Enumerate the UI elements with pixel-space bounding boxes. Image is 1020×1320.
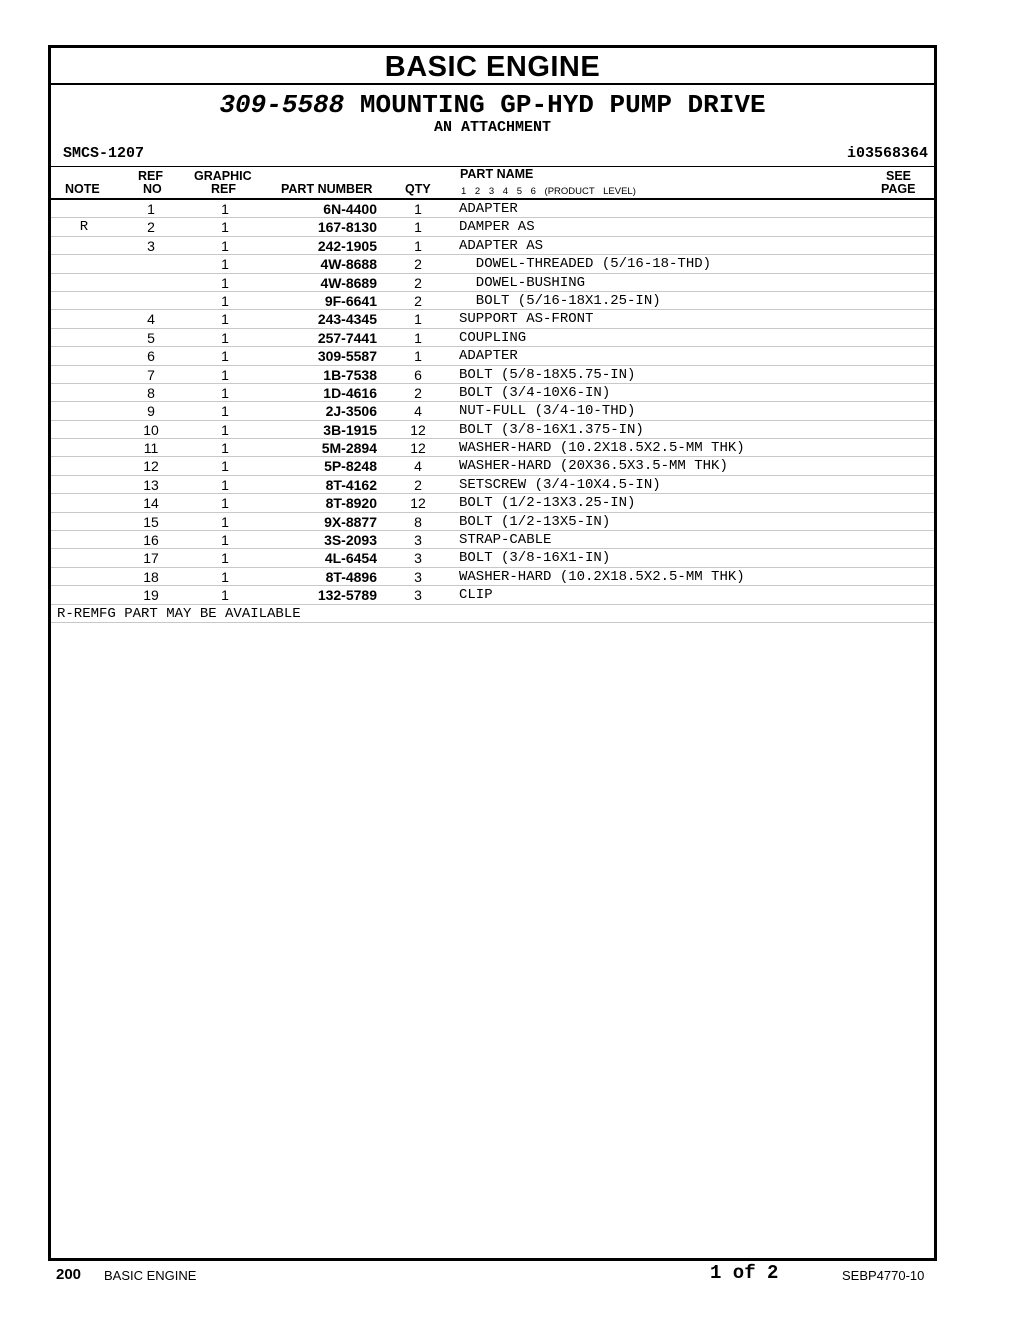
- cell-part-number: 3S-2093: [324, 532, 377, 549]
- group-number: 309-5588: [219, 90, 345, 120]
- cell-qty: 12: [410, 440, 426, 457]
- cell-part-name: ADAPTER AS: [459, 237, 544, 254]
- cell-graphic-ref: 1: [221, 458, 229, 475]
- cell-part-name: STRAP-CABLE: [459, 532, 552, 549]
- parts-table-body: [51, 200, 934, 605]
- table-row: [51, 549, 934, 567]
- cell-ref-no: 16: [143, 532, 159, 549]
- cell-part-number: 6N-4400: [323, 201, 377, 217]
- cell-ref-no: 18: [143, 568, 159, 585]
- table-row: [51, 200, 934, 218]
- cell-graphic-ref: 1: [221, 440, 229, 457]
- cell-part-number: 4W-8688: [320, 256, 377, 273]
- section-title: BASIC ENGINE: [51, 48, 934, 85]
- table-row: [51, 329, 934, 347]
- table-row: [51, 586, 934, 604]
- footer-page-number: 200: [56, 1266, 82, 1283]
- cell-ref-no: 6: [147, 348, 155, 365]
- cell-qty: 3: [414, 532, 422, 549]
- header-see-bottom: PAGE: [881, 182, 916, 196]
- cell-part-number: 3B-1915: [323, 421, 377, 438]
- cell-part-number: 167-8130: [317, 219, 377, 236]
- cell-qty: 3: [414, 550, 422, 567]
- cell-qty: 2: [414, 384, 422, 401]
- cell-part-name: BOLT (5/16-18X1.25-IN): [459, 292, 661, 309]
- cell-part-number: 8T-8920: [325, 495, 377, 512]
- cell-ref-no: 11: [143, 440, 159, 457]
- cell-graphic-ref: 1: [221, 587, 229, 604]
- cell-part-name: WASHER-HARD (10.2X18.5X2.5-MM THK): [459, 440, 745, 457]
- cell-qty: 3: [414, 568, 422, 585]
- table-row: [51, 274, 934, 292]
- header-graphic-top: GRAPHIC: [194, 169, 252, 183]
- footnote: R-REMFG PART MAY BE AVAILABLE: [51, 605, 934, 623]
- table-row: [51, 513, 934, 531]
- cell-ref-no: 15: [143, 513, 159, 530]
- table-row: [51, 292, 934, 310]
- table-row: [51, 568, 934, 586]
- cell-part-name: BOLT (3/4-10X6-IN): [459, 384, 611, 401]
- cell-note: R: [79, 219, 89, 236]
- cell-qty: 2: [414, 274, 422, 291]
- table-row: [51, 439, 934, 457]
- cell-part-number: 5P-8248: [324, 458, 377, 475]
- cell-graphic-ref: 1: [221, 292, 229, 309]
- header-note: NOTE: [65, 182, 100, 196]
- cell-part-number: 1D-4616: [323, 384, 377, 401]
- cell-part-number: 4W-8689: [320, 274, 377, 291]
- cell-graphic-ref: 1: [221, 274, 229, 291]
- cell-part-name: NUT-FULL (3/4-10-THD): [459, 403, 636, 420]
- cell-graphic-ref: 1: [221, 403, 229, 420]
- table-row: [51, 255, 934, 273]
- footer-document-number: SEBP4770-10: [842, 1268, 925, 1283]
- cell-ref-no: 17: [143, 550, 159, 567]
- table-header: [51, 167, 934, 200]
- cell-ref-no: 5: [147, 329, 155, 346]
- cell-qty: 2: [414, 292, 422, 309]
- cell-ref-no: 19: [143, 587, 159, 604]
- cell-part-number: 9X-8877: [324, 513, 377, 530]
- cell-part-number: 5M-2894: [321, 440, 377, 457]
- cell-graphic-ref: 1: [221, 513, 229, 530]
- cell-graphic-ref: 1: [221, 476, 229, 493]
- cell-qty: 12: [410, 495, 426, 512]
- cell-graphic-ref: 1: [221, 532, 229, 549]
- header-part-name: PART NAME: [460, 167, 534, 181]
- footer-section: BASIC ENGINE: [104, 1268, 197, 1283]
- cell-part-number: 132-5789: [317, 587, 377, 604]
- meta-row: [51, 144, 934, 167]
- table-row: [51, 402, 934, 420]
- cell-part-name: DOWEL-BUSHING: [459, 274, 586, 291]
- cell-qty: 1: [414, 219, 422, 236]
- cell-part-number: 8T-4162: [325, 476, 377, 493]
- cell-ref-no: 12: [143, 458, 159, 475]
- cell-qty: 1: [414, 348, 422, 365]
- cell-part-number: 257-7441: [317, 329, 377, 346]
- cell-graphic-ref: 1: [221, 237, 229, 254]
- table-row: [51, 310, 934, 328]
- cell-part-name: BOLT (5/8-18X5.75-IN): [459, 366, 636, 383]
- page-footer: [0, 1262, 1020, 1288]
- cell-ref-no: 10: [143, 421, 159, 438]
- cell-qty: 3: [414, 587, 422, 604]
- cell-graphic-ref: 1: [221, 550, 229, 567]
- group-title: [51, 91, 934, 119]
- table-row: [51, 494, 934, 512]
- table-row: [51, 476, 934, 494]
- cell-ref-no: 3: [147, 237, 155, 254]
- cell-graphic-ref: 1: [221, 256, 229, 273]
- cell-ref-no: 8: [147, 384, 155, 401]
- cell-part-number: 1B-7538: [323, 366, 377, 383]
- cell-graphic-ref: 1: [221, 219, 229, 236]
- cell-part-number: 8T-4896: [325, 568, 377, 585]
- table-row: [51, 531, 934, 549]
- cell-qty: 4: [414, 403, 422, 420]
- cell-qty: 2: [414, 476, 422, 493]
- cell-part-name: ADAPTER: [459, 201, 518, 217]
- table-row: [51, 347, 934, 365]
- cell-part-name: DOWEL-THREADED (5/16-18-THD): [459, 256, 712, 273]
- cell-part-number: 4L-6454: [324, 550, 377, 567]
- cell-qty: 6: [414, 366, 422, 383]
- table-row: [51, 384, 934, 402]
- cell-part-name: CLIP: [459, 587, 493, 604]
- header-product-levels: 1 2 3 4 5 6 (PRODUCT LEVEL): [461, 186, 636, 197]
- cell-ref-no: 14: [143, 495, 159, 512]
- cell-graphic-ref: 1: [221, 366, 229, 383]
- cell-graphic-ref: 1: [221, 495, 229, 512]
- header-graphic-bottom: REF: [211, 182, 236, 196]
- cell-ref-no: 7: [147, 366, 155, 383]
- header-part-number: PART NUMBER: [281, 182, 373, 196]
- cell-qty: 1: [414, 329, 422, 346]
- group-subtitle: AN ATTACHMENT: [433, 119, 552, 136]
- header-see-top: SEE: [886, 169, 912, 183]
- cell-ref-no: 9: [147, 403, 155, 420]
- cell-qty: 8: [414, 513, 422, 530]
- table-row: [51, 237, 934, 255]
- smcs-code: SMCS-1207: [63, 145, 145, 162]
- cell-ref-no: 4: [147, 311, 155, 328]
- group-name: MOUNTING GP-HYD PUMP DRIVE: [359, 90, 766, 120]
- footer-sheet: 1 of 2: [710, 1262, 779, 1284]
- cell-part-name: ADAPTER: [459, 348, 518, 365]
- header-ref-bottom: NO: [143, 182, 162, 196]
- cell-graphic-ref: 1: [221, 201, 229, 217]
- cell-part-number: 9F-6641: [324, 292, 377, 309]
- cell-qty: 1: [414, 201, 422, 217]
- cell-graphic-ref: 1: [221, 568, 229, 585]
- cell-graphic-ref: 1: [221, 329, 229, 346]
- table-row: [51, 218, 934, 236]
- header-qty: QTY: [405, 182, 431, 196]
- cell-part-number: 309-5587: [317, 348, 377, 365]
- cell-part-name: WASHER-HARD (20X36.5X3.5-MM THK): [459, 458, 728, 475]
- cell-part-name: BOLT (3/8-16X1.375-IN): [459, 421, 644, 438]
- page-frame: [48, 45, 937, 1261]
- cell-graphic-ref: 1: [221, 348, 229, 365]
- cell-part-name: SETSCREW (3/4-10X4.5-IN): [459, 476, 661, 493]
- cell-part-name: DAMPER AS: [459, 219, 535, 236]
- cell-part-number: 242-1905: [317, 237, 377, 254]
- cell-part-name: BOLT (3/8-16X1-IN): [459, 550, 611, 567]
- cell-graphic-ref: 1: [221, 421, 229, 438]
- cell-ref-no: 13: [143, 476, 159, 493]
- cell-part-name: BOLT (1/2-13X3.25-IN): [459, 495, 636, 512]
- cell-graphic-ref: 1: [221, 311, 229, 328]
- cell-ref-no: 2: [147, 219, 155, 236]
- header-ref-top: REF: [138, 169, 163, 183]
- cell-ref-no: 1: [147, 201, 155, 217]
- cell-qty: 1: [414, 311, 422, 328]
- cell-part-number: 243-4345: [317, 311, 377, 328]
- cell-part-name: COUPLING: [459, 329, 527, 346]
- table-row: [51, 366, 934, 384]
- table-row: [51, 457, 934, 475]
- cell-qty: 2: [414, 256, 422, 273]
- cell-part-name: BOLT (1/2-13X5-IN): [459, 513, 611, 530]
- table-row: [51, 421, 934, 439]
- cell-part-name: WASHER-HARD (10.2X18.5X2.5-MM THK): [459, 568, 745, 585]
- cell-qty: 12: [410, 421, 426, 438]
- cell-part-number: 2J-3506: [325, 403, 377, 420]
- cell-graphic-ref: 1: [221, 384, 229, 401]
- cell-part-name: SUPPORT AS-FRONT: [459, 311, 594, 328]
- illustration-id: i03568364: [846, 145, 928, 162]
- cell-qty: 4: [414, 458, 422, 475]
- cell-qty: 1: [414, 237, 422, 254]
